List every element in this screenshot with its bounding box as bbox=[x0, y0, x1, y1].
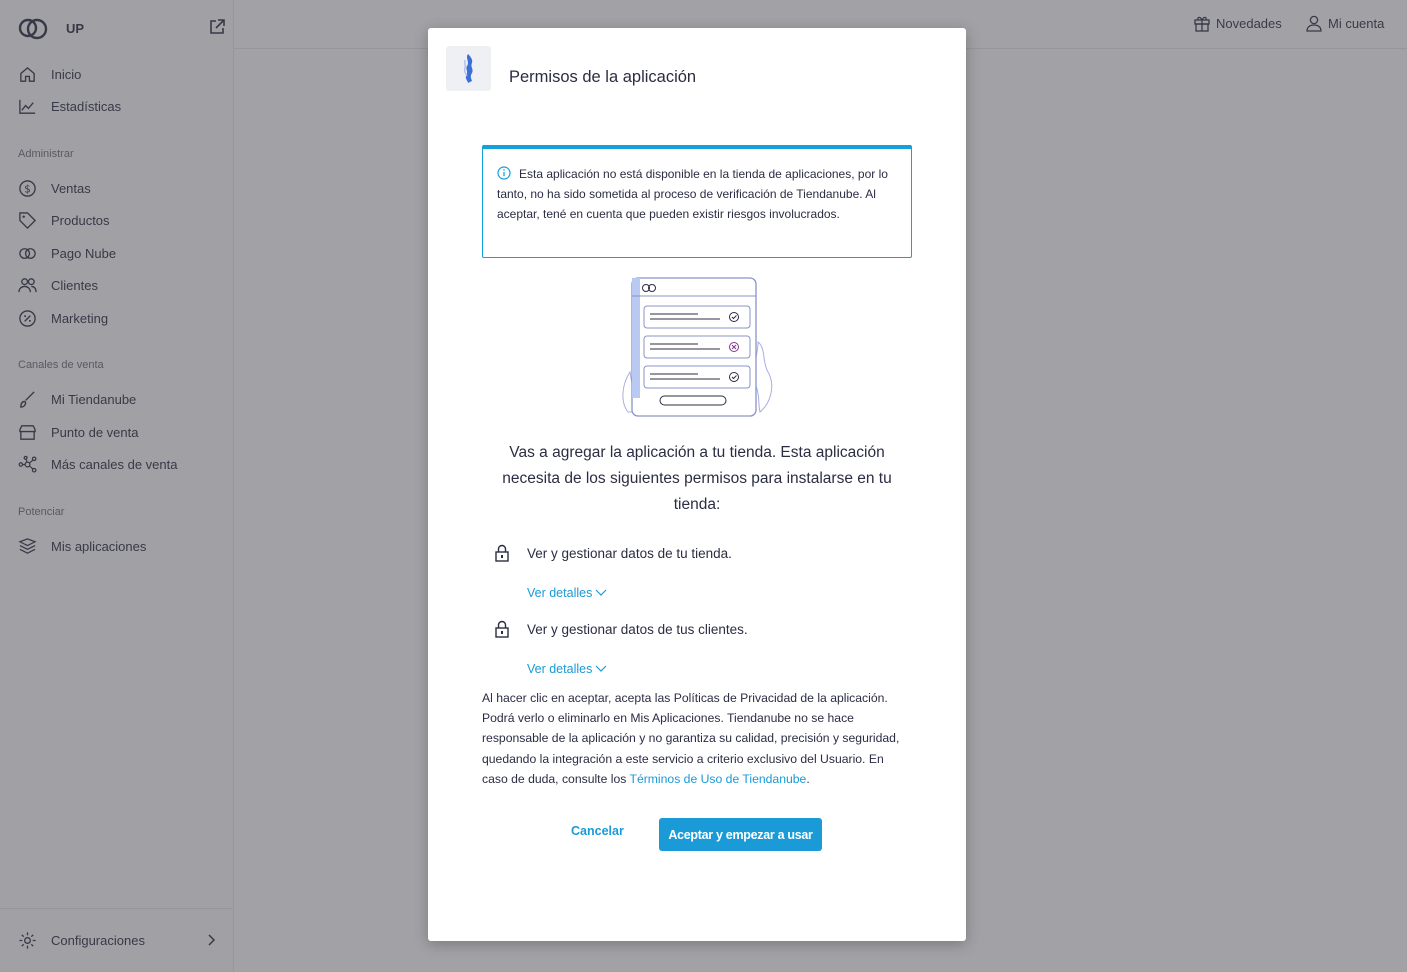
app-permissions-modal bbox=[428, 28, 966, 941]
cancel-button[interactable]: Cancelar bbox=[571, 824, 624, 838]
details-label: Ver detalles bbox=[527, 662, 593, 676]
details-label: Ver detalles bbox=[527, 586, 593, 600]
permissions-intro: Vas a agregar la aplicación a tu tienda. Esta aplicación necesita de los siguientes permisos para instalarse en tu tienda: bbox=[502, 444, 892, 513]
modal-title: Permisos de la aplicación bbox=[509, 68, 697, 86]
terms-link[interactable]: Términos de Uso de Tiendanube bbox=[629, 771, 807, 786]
legal-text: Al hacer clic en aceptar, acepta las Políticas de Privacidad de la aplicación. Podrá verlo o eliminarlo en Mis Aplicaciones. Tiendanube no se hace responsable de la aplicación y no garantiza su calidad, precisión y seguridad, quedando la integración a este servicio a criterio exclusivo del Usuario. En caso de duda, consulte los bbox=[482, 691, 900, 786]
alert-text: Esta aplicación no está disponible en la tienda de aplicaciones, por lo tanto, no ha sido sometida al proceso de verificación de Tiendanube. Al aceptar, tené en cuenta que pueden existir riesgos involucrados. bbox=[497, 167, 888, 221]
permission-item-store bbox=[494, 544, 732, 562]
permissions-illustration bbox=[608, 274, 788, 422]
chevron-down-icon bbox=[595, 589, 607, 597]
chevron-down-icon bbox=[595, 665, 607, 673]
permission-label: Ver y gestionar datos de tu tienda. bbox=[527, 545, 732, 561]
lock-icon bbox=[494, 544, 510, 562]
legal-end: . bbox=[806, 771, 810, 786]
accept-button[interactable]: Aceptar y empezar a usar bbox=[659, 818, 822, 851]
permission-item-customers bbox=[494, 620, 748, 638]
ver-detalles-link-customers[interactable] bbox=[527, 662, 607, 676]
legal-notice bbox=[482, 688, 912, 789]
permission-label: Ver y gestionar datos de tus clientes. bbox=[527, 621, 748, 637]
warning-alert bbox=[482, 145, 912, 258]
lock-icon bbox=[494, 620, 510, 638]
ver-detalles-link-store[interactable] bbox=[527, 586, 607, 600]
app-icon bbox=[446, 46, 491, 91]
info-icon bbox=[497, 166, 511, 180]
